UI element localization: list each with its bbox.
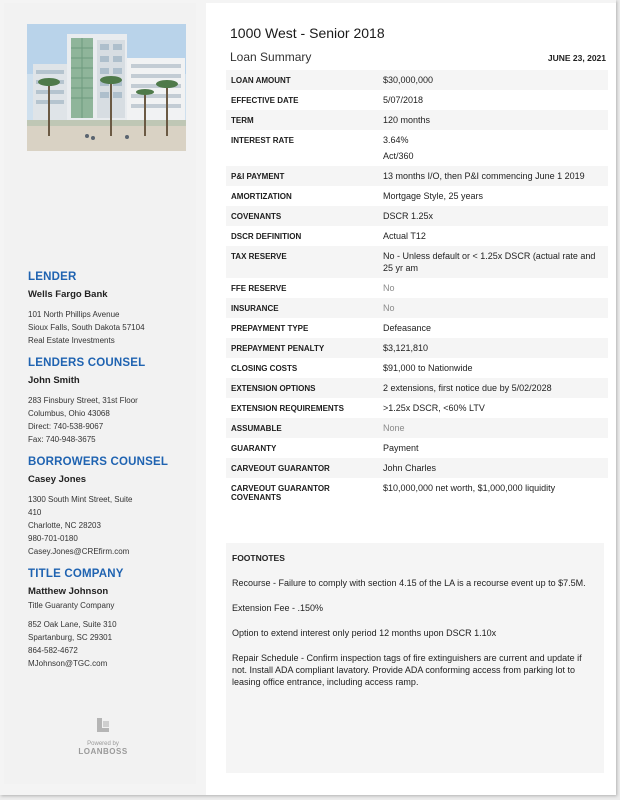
- row-value-text: 120 months: [383, 115, 431, 125]
- row-value-text: No: [383, 303, 395, 313]
- row-value-text: $30,000,000: [383, 75, 434, 85]
- footnote-item: Recourse - Failure to comply with section 4.15 of the LA is a recourse event up to $7.5M.: [232, 578, 586, 588]
- footnote-item: Extension Fee - .150%: [232, 603, 324, 613]
- table-row: [226, 378, 608, 398]
- row-label: INSURANCE: [226, 298, 378, 318]
- row-value-text: $3,121,810: [383, 343, 429, 353]
- row-value-text: John Charles: [383, 463, 437, 473]
- borrowers-counsel-name: Casey Jones: [28, 474, 87, 485]
- row-value: [378, 318, 608, 338]
- table-row: [226, 206, 608, 226]
- table-row: [226, 110, 608, 130]
- row-value: [378, 478, 608, 506]
- row-value-text: Defeasance: [383, 323, 432, 333]
- borrowers-counsel-line: 410: [28, 508, 42, 517]
- footnotes-panel: [226, 543, 604, 773]
- row-label: CLOSING COSTS: [231, 364, 298, 373]
- table-row: [226, 278, 608, 298]
- lenders-counsel-line: Direct: 740-538-9067: [28, 422, 104, 431]
- row-label: LOAN AMOUNT: [226, 70, 378, 90]
- row-value: [378, 298, 608, 318]
- row-value: [378, 338, 608, 358]
- title-company-heading: TITLE COMPANY: [28, 568, 124, 580]
- title-company-line: 852 Oak Lane, Suite 310: [28, 620, 117, 629]
- lender-address-line: Real Estate Investments: [28, 336, 115, 345]
- table-row: [226, 338, 608, 358]
- row-value: [378, 206, 608, 226]
- lenders-counsel-heading: LENDERS COUNSEL: [28, 357, 146, 369]
- row-value-secondary: Act/360: [383, 151, 414, 161]
- table-row: [226, 70, 608, 90]
- powered-by-label: Powered by: [87, 741, 119, 747]
- document-date: JUNE 23, 2021: [547, 53, 606, 63]
- row-value-text: Mortgage Style, 25 years: [383, 191, 484, 201]
- row-value: [378, 378, 608, 398]
- title-company-line: 864-582-4672: [28, 646, 78, 655]
- row-value: [378, 166, 608, 186]
- page-title: 1000 West - Senior 2018: [230, 25, 385, 41]
- loan-summary-table: [226, 70, 608, 506]
- row-value-text: 2 extensions, first notice due by 5/02/2028: [383, 383, 552, 393]
- main-content: [206, 3, 616, 795]
- row-value-text: $91,000 to Nationwide: [383, 363, 473, 373]
- title-company-line: Spartanburg, SC 29301: [28, 633, 113, 642]
- row-value: [378, 110, 608, 130]
- footnote-item: Option to extend interest only period 12 months upon DSCR 1.10x: [232, 628, 497, 638]
- powered-by: [68, 717, 138, 756]
- row-label: ASSUMABLE: [226, 418, 378, 438]
- row-label: DSCR DEFINITION: [231, 232, 302, 241]
- row-value: [378, 418, 608, 438]
- row-value-text: Payment: [383, 443, 419, 453]
- row-value-text: Actual T12: [383, 231, 426, 241]
- table-row: [226, 318, 608, 338]
- row-label: PREPAYMENT PENALTY: [226, 338, 378, 358]
- lender-address-line: 101 North Phillips Avenue: [28, 310, 120, 319]
- row-value-text: 3.64%: [383, 135, 409, 145]
- row-value: [378, 246, 608, 278]
- row-label: FFE RESERVE: [231, 284, 287, 293]
- row-label: GUARANTY: [231, 444, 277, 453]
- table-row: [226, 418, 608, 438]
- row-value-text: $10,000,000 net worth, $1,000,000 liquidity: [383, 483, 556, 493]
- table-row: [226, 246, 608, 278]
- lenders-counsel-line: Columbus, Ohio 43068: [28, 409, 110, 418]
- property-photo: [27, 24, 186, 151]
- table-row: [226, 478, 608, 506]
- borrowers-counsel-line: 980-701-0180: [28, 534, 78, 543]
- brand-name: LOANBOSS: [78, 747, 128, 756]
- table-row: [226, 90, 608, 110]
- borrowers-counsel-email[interactable]: Casey.Jones@CREfirm.com: [28, 547, 130, 556]
- lender-section: [28, 271, 188, 347]
- title-company-name: Title Guaranty Company: [28, 601, 115, 610]
- page-subtitle: Loan Summary: [230, 50, 312, 64]
- lender-address-line: Sioux Falls, South Dakota 57104: [28, 323, 145, 332]
- table-row: [226, 166, 608, 186]
- lenders-counsel-name: John Smith: [28, 375, 80, 386]
- row-label: AMORTIZATION: [231, 192, 292, 201]
- sidebar: [4, 3, 196, 784]
- row-value: [378, 458, 608, 478]
- table-row: [226, 226, 608, 246]
- row-value: [378, 398, 608, 418]
- row-value-text: >1.25x DSCR, <60% LTV: [383, 403, 485, 413]
- title-company-email[interactable]: MJohnson@TGC.com: [28, 659, 108, 668]
- row-label: TAX RESERVE: [226, 246, 378, 278]
- row-value-text: None: [383, 423, 405, 433]
- row-value-text: 5/07/2018: [383, 95, 424, 105]
- row-value: [378, 438, 608, 458]
- row-label: COVENANTS: [226, 206, 378, 226]
- row-label: EXTENSION REQUIREMENTS: [231, 404, 344, 413]
- row-value-text: DSCR 1.25x: [383, 211, 434, 221]
- footnotes-heading: FOOTNOTES: [232, 553, 285, 563]
- lender-heading: LENDER: [28, 271, 77, 283]
- row-value: [378, 358, 608, 378]
- loanboss-logo-icon: [96, 717, 110, 733]
- borrowers-counsel-line: Charlotte, NC 28203: [28, 521, 101, 530]
- row-value-text: No: [383, 283, 395, 293]
- lender-name: Wells Fargo Bank: [28, 289, 108, 300]
- title-company-contact: Matthew Johnson: [28, 586, 109, 597]
- contacts: [28, 271, 188, 680]
- table-row: [226, 398, 608, 418]
- table-row: [226, 458, 608, 478]
- row-label: PREPAYMENT TYPE: [231, 324, 309, 333]
- row-label: P&I PAYMENT: [226, 166, 378, 186]
- row-label: EXTENSION OPTIONS: [226, 378, 378, 398]
- lenders-counsel-line: Fax: 740-948-3675: [28, 435, 96, 444]
- row-value: [378, 70, 608, 90]
- row-label: EFFECTIVE DATE: [231, 96, 299, 105]
- lenders-counsel-section: [28, 357, 188, 446]
- row-value-text: No - Unless default or < 1.25x DSCR (actual rate and 25 yr am: [383, 251, 596, 273]
- borrowers-counsel-heading: BORROWERS COUNSEL: [28, 456, 169, 468]
- row-value: [378, 186, 608, 206]
- borrowers-counsel-section: [28, 456, 188, 558]
- borrowers-counsel-line: 1300 South Mint Street, Suite: [28, 495, 133, 504]
- table-row: [226, 186, 608, 206]
- row-value: [378, 130, 608, 166]
- row-value: [378, 90, 608, 110]
- row-value-text: 13 months I/O, then P&I commencing June 1 2019: [383, 171, 585, 181]
- title-company-section: [28, 568, 188, 670]
- row-value: [378, 278, 608, 298]
- table-row: [226, 438, 608, 458]
- row-label: TERM: [226, 110, 378, 130]
- table-row: [226, 298, 608, 318]
- row-label: CARVEOUT GUARANTOR COVENANTS: [231, 484, 330, 502]
- lenders-counsel-line: 283 Finsbury Street, 31st Floor: [28, 396, 138, 405]
- row-value: [378, 226, 608, 246]
- table-row: [226, 358, 608, 378]
- row-label: CARVEOUT GUARANTOR: [226, 458, 378, 478]
- table-row: [226, 130, 608, 166]
- footnote-item: Repair Schedule - Confirm inspection tags of fire extinguishers are current and update if not. Install ADA compliant lavatory. Provide ADA conforming access from parking lot to leasing office entrance, including access ramp.: [232, 653, 582, 687]
- row-label: INTEREST RATE: [231, 136, 294, 145]
